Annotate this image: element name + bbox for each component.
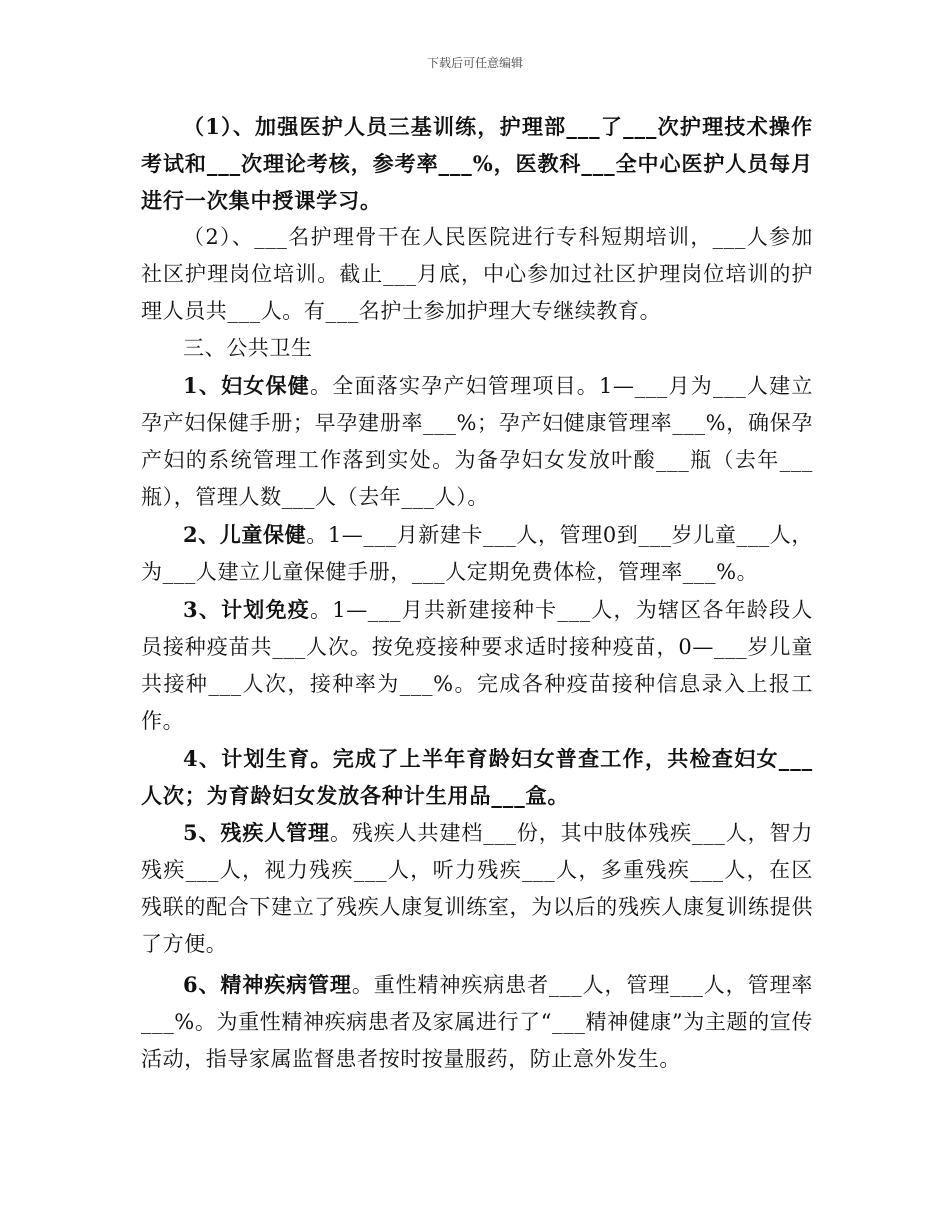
paragraph-text: 。重性精神疾病患者___人，管理___人，管理率___%。为重性精神疾病患者及家属进行了“___精神健康”为主题的宣传活动，指导家属监督患者按时按量服药，防止意外发生。 — [141, 973, 813, 1071]
document-body — [141, 108, 813, 1078]
paragraph-lead: 1、妇女保健 — [183, 373, 311, 398]
section-heading-public-health — [141, 330, 813, 367]
paragraph-immunization — [141, 591, 813, 740]
paragraph-lead: 3、计划免疫 — [183, 597, 311, 622]
paragraph-child-health — [141, 516, 813, 591]
paragraph-training-1 — [141, 108, 813, 219]
paragraph-text: 4、计划生育。完成了上半年育龄妇女普查工作，共检查妇女___人次；为育龄妇女发放各种计生用品___盒。 — [141, 746, 813, 808]
paragraph-text: 。1—___月新建卡___人，管理0到___岁儿童___人，为___人建立儿童保健手册，___人定期免费体检，管理率___%。 — [141, 523, 813, 584]
paragraph-disability — [141, 814, 813, 963]
paragraph-women-health — [141, 367, 813, 516]
paragraph-family-planning — [141, 740, 813, 814]
paragraph-text: （2）、___名护理骨干在人民医院进行专科短期培训，___人参加社区护理岗位培训。截止___月底，中心参加过社区护理岗位培训的护理人员共___人。有___名护士参加护理大专继续教育。 — [141, 225, 813, 323]
section-heading-text: 三、公共卫生 — [183, 336, 313, 360]
paragraph-lead: 2、儿童保健 — [183, 522, 307, 547]
paragraph-mental-health — [141, 966, 813, 1078]
paragraph-text: 。残疾人共建档___份，其中肢体残疾___人，智力残疾___人，视力残疾___人，听力残疾___人，多重残疾___人，在区残联的配合下建立了残疾人康复训练室，为以后的残疾人康复训练提供了方便。 — [141, 821, 814, 956]
paragraph-text: （1）、加强医护人员三基训练，护理部___了___次护理技术操作考试和___次理论考核，参考率___%，医教科___全中心医护人员每月进行一次集中授课学习。 — [141, 114, 813, 213]
paragraph-text: 。1—___月共新建接种卡___人，为辖区各年龄段人员接种疫苗共___人次。按免疫接种要求适时接种疫苗，0—___岁儿童共接种___人次，接种率为___%。完成各种疫苗接种信息录入上报工作。 — [141, 598, 813, 733]
paragraph-lead: 5、残疾人管理 — [183, 820, 330, 845]
page-header: 下载后可任意编辑 — [426, 56, 523, 70]
paragraph-lead: 6、精神疾病管理 — [183, 972, 352, 997]
paragraph-training-2 — [141, 219, 813, 330]
paragraph-text: 。全面落实孕产妇管理项目。1—___月为___人建立孕产妇保健手册；早孕建册率___%；孕产妇健康管理率___%，确保孕产妇的系统管理工作落到实处。为备孕妇女发放叶酸___瓶（去年___瓶），管理人数___人（去年___人）。 — [141, 374, 813, 509]
